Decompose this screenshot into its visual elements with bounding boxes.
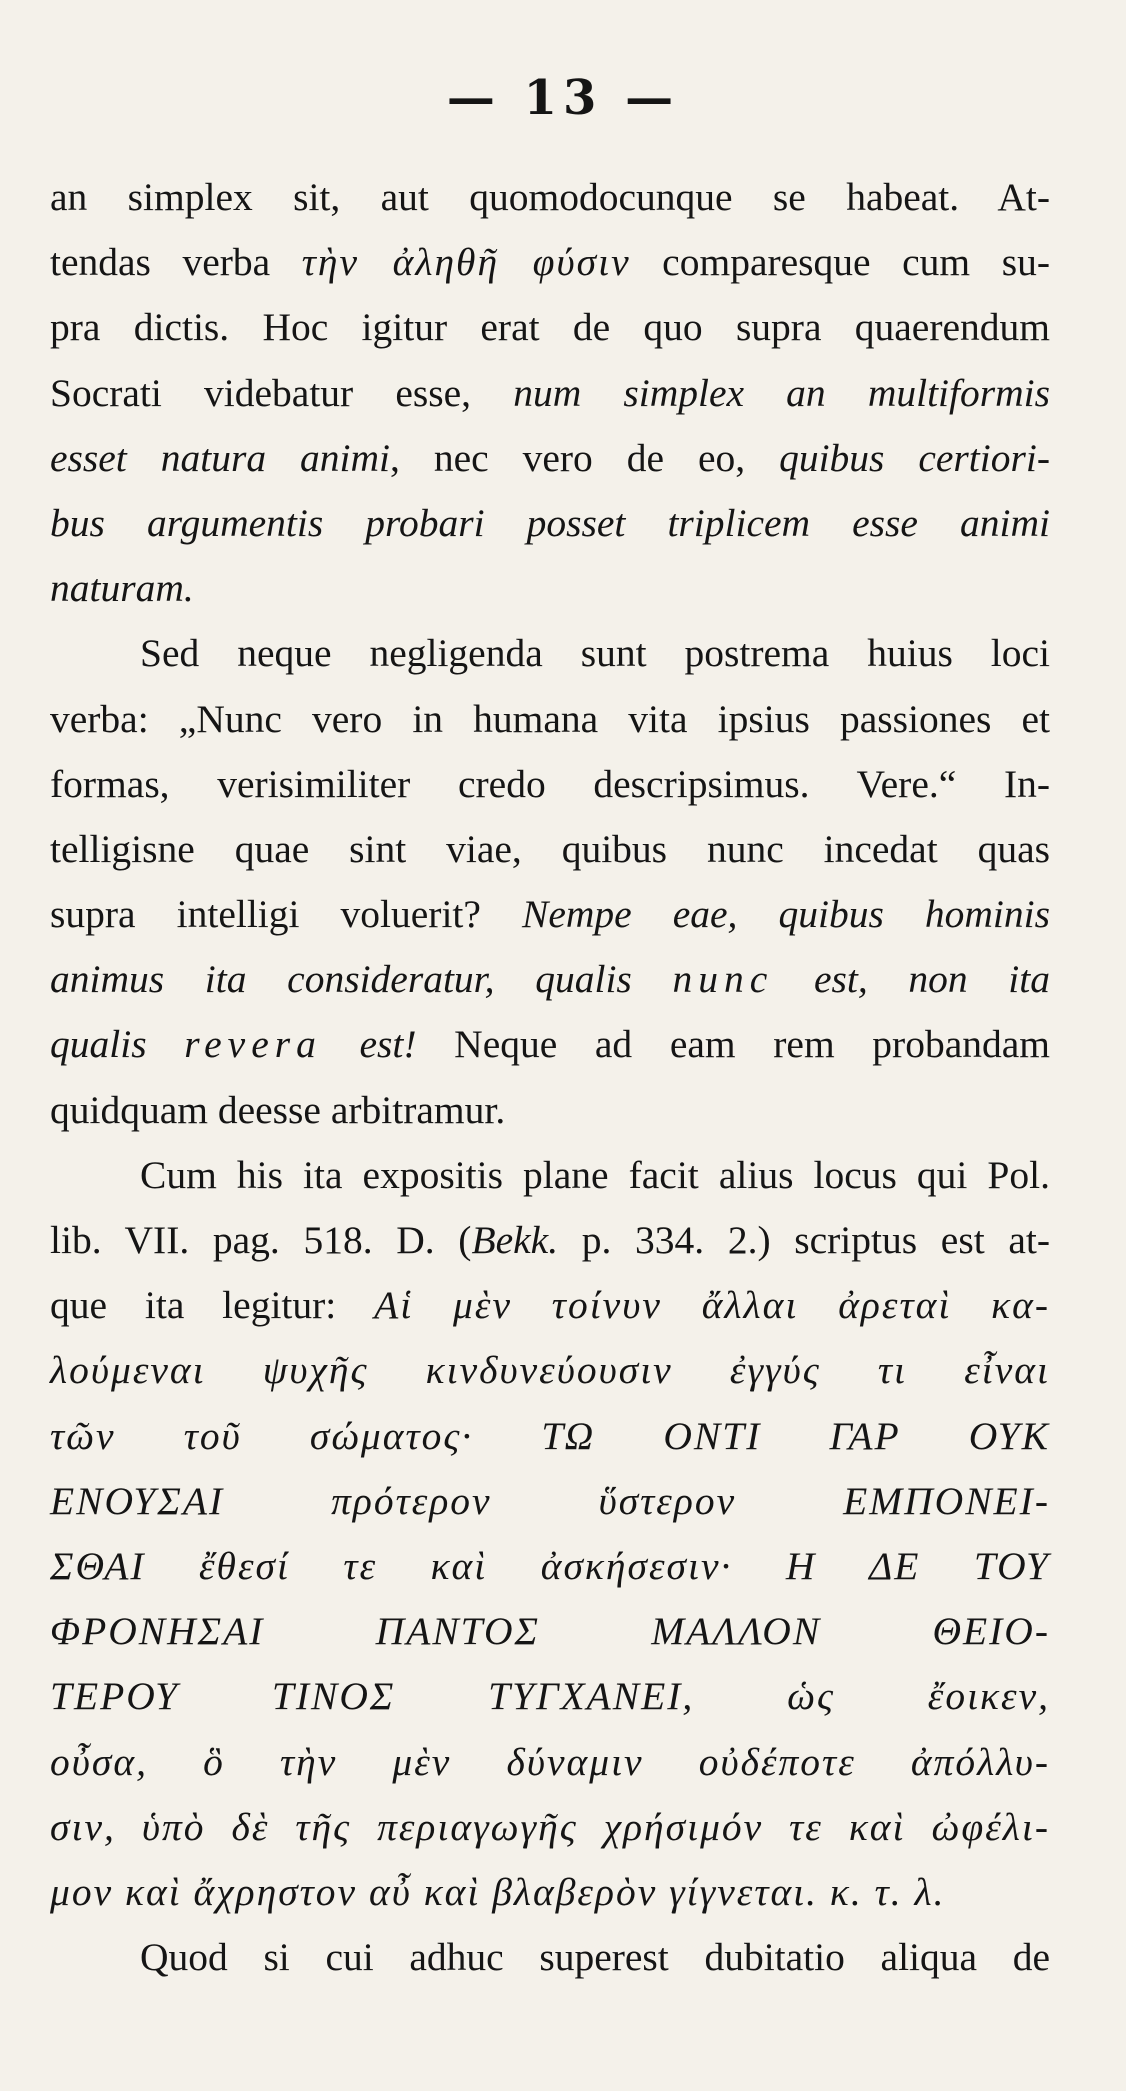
text-run: formas, verisimiliter credo descripsimus. Vere.“ In- xyxy=(50,761,1050,806)
text-line xyxy=(50,361,1050,426)
text-run: ΕΝΟΥΣΑΙ πρότερον ὕστερον ΕΜΠΟΝΕΙ- xyxy=(50,1478,1050,1523)
text-run: animus ita consideratur, qualis xyxy=(50,957,673,1002)
text-line xyxy=(50,230,1050,295)
text-run: quidquam deesse arbitramur. xyxy=(50,1087,506,1132)
text-line xyxy=(50,752,1050,817)
text-line xyxy=(50,165,1050,230)
text-line xyxy=(50,687,1050,752)
text-line xyxy=(50,295,1050,360)
text-line xyxy=(50,1925,1050,1990)
text-line xyxy=(50,426,1050,491)
text-run: Αἱ μὲν τοίνυν ἄλλαι ἀρεταὶ κα- xyxy=(374,1283,1050,1328)
text-line xyxy=(50,947,1050,1012)
text-run: , nec vero de eo, xyxy=(390,435,780,480)
text-run: τῶν τοῦ σώματος· ΤΩ ΟΝΤΙ ΓΑΡ ΟΥΚ xyxy=(50,1413,1050,1458)
text-line xyxy=(50,882,1050,947)
text-run: τὴν ἀληθῆ φύσιν xyxy=(301,240,631,285)
text-run: est, non ita xyxy=(773,957,1050,1002)
text-run: Bekk. xyxy=(471,1218,559,1262)
text-run: que ita legitur: xyxy=(50,1283,375,1328)
text-run: an simplex sit, aut quomodocunque se habeat. At- xyxy=(50,175,1050,219)
text-line xyxy=(50,621,1050,686)
text-line xyxy=(50,1469,1050,1534)
text-line xyxy=(50,1664,1050,1729)
text-run: qualis xyxy=(50,1022,185,1067)
text-line xyxy=(50,1273,1050,1338)
text-run: ΣΘΑΙ ἔθεσί τε καὶ ἀσκήσεσιν· Η ΔΕ ΤΟΥ xyxy=(50,1543,1050,1588)
text-line xyxy=(50,1338,1050,1403)
text-line xyxy=(50,1143,1050,1208)
text-run: lib. VII. pag. 518. D. ( xyxy=(50,1218,472,1262)
text-run: revera xyxy=(184,1022,322,1067)
text-run: λούμεναι ψυχῆς κινδυνεύουσιν ἐγγύς τι εἶναι xyxy=(50,1348,1050,1393)
text-line xyxy=(50,817,1050,882)
text-run: quibus certiori- xyxy=(779,435,1050,480)
text-run: Cum his ita expositis plane facit alius locus qui Pol. xyxy=(140,1152,1050,1197)
text-run: μον καὶ ἄχρηστον αὖ καὶ βλαβερὸν γίγνεται. κ. τ. λ. xyxy=(50,1869,946,1914)
text-run: comparesque cum su- xyxy=(630,240,1050,285)
page-number: — 13 — xyxy=(446,70,680,126)
text-run: ΦΡΟΝΗΣΑΙ ΠΑΝΤΟΣ ΜΑΛΛΟΝ ΘΕΙΟ- xyxy=(50,1609,1050,1654)
text-run: verba: „Nunc vero in humana vita ipsius passiones et xyxy=(50,696,1050,741)
text-run: supra intelligi voluerit? xyxy=(50,892,522,937)
text-run: Nempe eae, quibus hominis xyxy=(522,892,1050,937)
text-run: naturam. xyxy=(50,566,194,611)
text-line xyxy=(50,1860,1050,1925)
text-run: pra dictis. Hoc igitur erat de quo supra quaerendum xyxy=(50,305,1050,350)
text-line xyxy=(50,1404,1050,1469)
text-run: telligisne quae sint viae, quibus nunc incedat quas xyxy=(50,826,1050,871)
text-run: p. 334. 2.) scriptus est at- xyxy=(558,1218,1050,1262)
text-line xyxy=(50,1078,1050,1143)
text-run: bus argumentis probari posset triplicem esse animi xyxy=(50,500,1050,545)
text-line xyxy=(50,1534,1050,1599)
text-run: esset natura animi xyxy=(50,435,390,480)
body-text xyxy=(50,165,1050,1990)
text-run: Quod si cui adhuc superest dubitatio aliqua de xyxy=(140,1935,1050,1980)
text-line xyxy=(50,1599,1050,1664)
text-line xyxy=(50,1795,1050,1860)
text-run: num simplex an multiformis xyxy=(513,370,1050,415)
text-line xyxy=(50,491,1050,556)
text-run: nunc xyxy=(672,957,774,1002)
text-line xyxy=(50,556,1050,621)
text-line xyxy=(50,1208,1050,1273)
text-run: Neque ad eam rem probandam xyxy=(416,1022,1050,1067)
text-run: Sed neque negligenda sunt postrema huius loci xyxy=(140,631,1050,676)
text-line xyxy=(50,1012,1050,1077)
text-run: est! xyxy=(321,1022,417,1067)
text-run: οὖσα, ὃ τὴν μὲν δύναμιν οὐδέποτε ἀπόλλυ- xyxy=(50,1739,1050,1784)
text-run: Socrati videbatur esse, xyxy=(50,370,514,415)
text-run: σιν, ὑπὸ δὲ τῆς περιαγωγῆς χρήσιμόν τε καὶ ὠφέλι- xyxy=(50,1804,1050,1849)
text-line xyxy=(50,1730,1050,1795)
text-run: tendas verba xyxy=(50,240,302,285)
text-run: ΤΕΡΟΥ ΤΙΝΟΣ ΤΥΓΧΑΝΕΙ, ὡς ἔοικεν, xyxy=(50,1674,1050,1719)
